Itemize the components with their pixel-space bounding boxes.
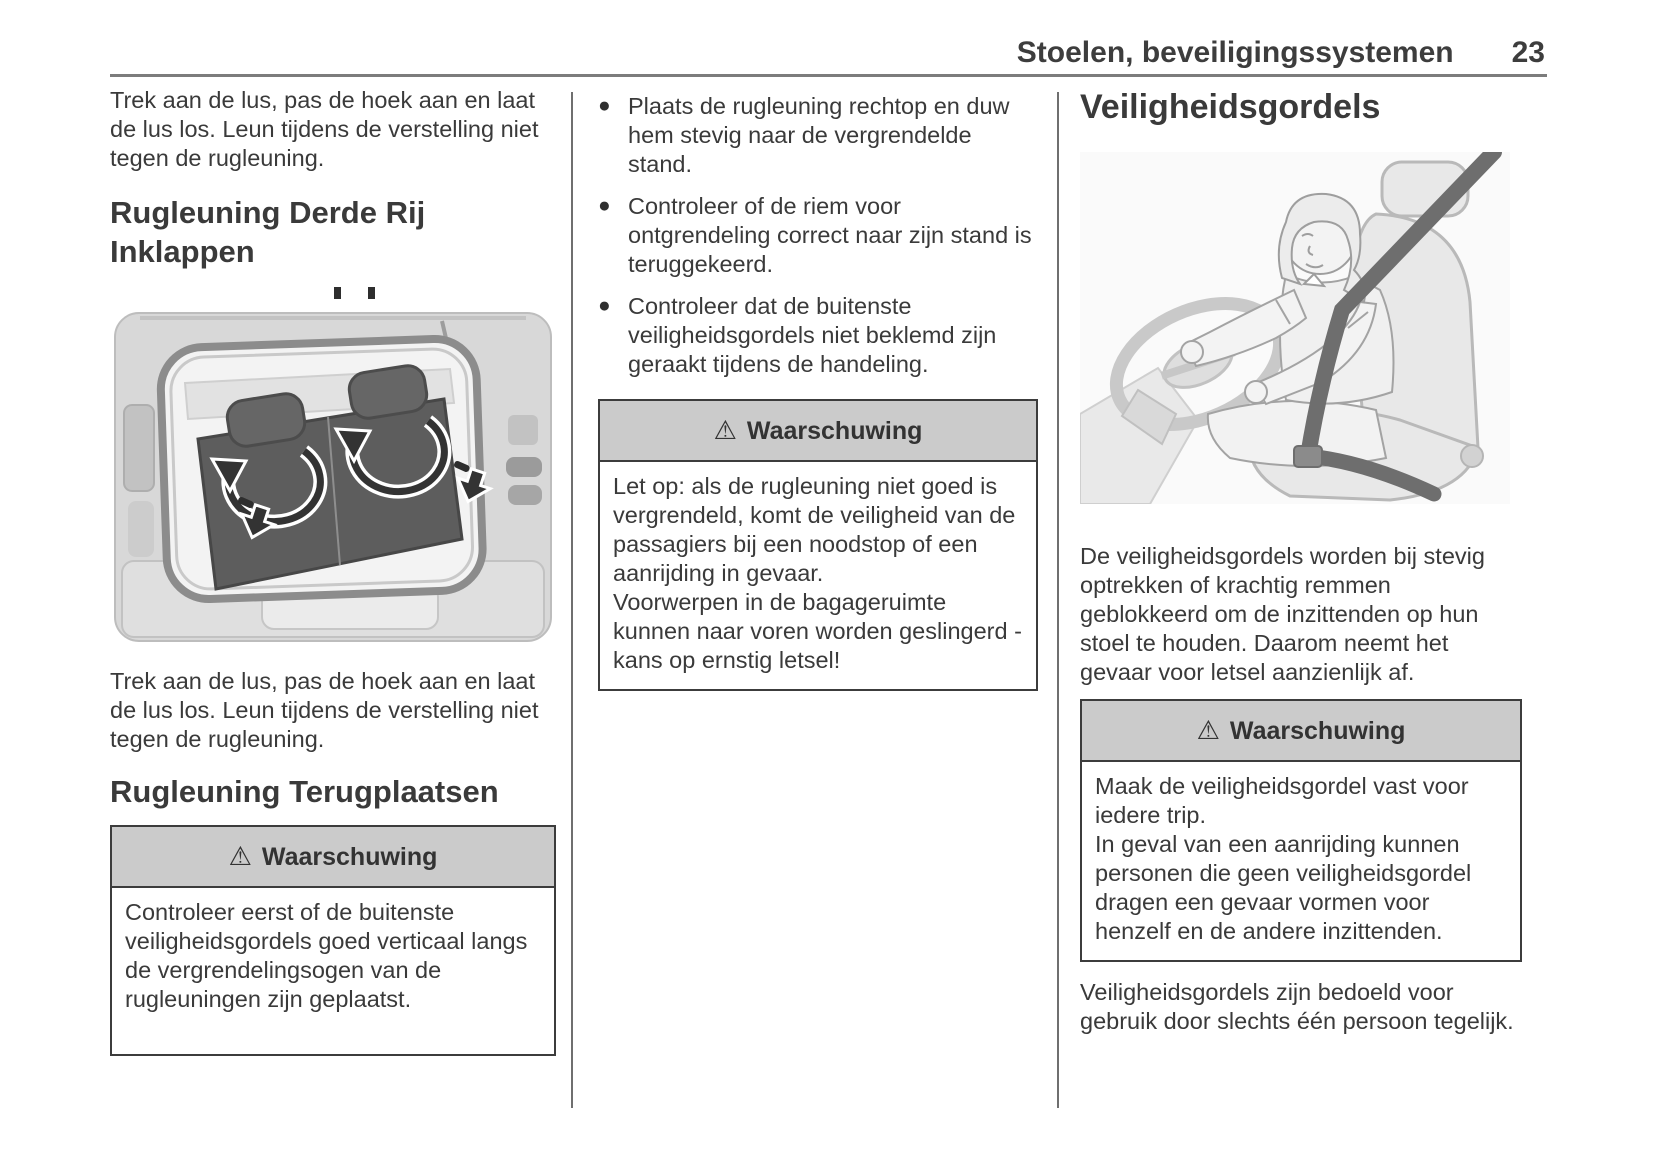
chapter-title: Stoelen, beveiligingssystemen <box>1016 36 1454 69</box>
warning-box-fasten <box>1080 699 1522 962</box>
paragraph-pull-loop: Trek aan de lus, pas de hoek aan en laat de lus los. Leun tijdens de verstelling niet tegen de rugleuning. <box>110 87 539 171</box>
warning-box-header <box>1082 701 1520 762</box>
warning-title: Waarschuwing <box>746 417 923 445</box>
driver-wearing-seatbelt-illustration <box>1080 152 1510 504</box>
bullet-icon: ● <box>598 194 611 217</box>
warning-title: Waarschuwing <box>1229 717 1406 745</box>
column-divider <box>571 92 573 1108</box>
warning-icon: ⚠ <box>1196 715 1220 745</box>
bullet-icon: ● <box>598 294 611 317</box>
third-row-seatback-fold-illustration <box>110 287 556 645</box>
warning-text: Controleer eerst of de buitenste veiligheidsgordels goed verticaal langs de vergrendelingsogen van de rugleuningen zijn geplaatst. <box>125 899 528 1012</box>
bullet-icon: ● <box>598 94 611 117</box>
list-item <box>598 292 1038 379</box>
warning-box-lock <box>598 399 1038 691</box>
column-middle <box>598 86 1038 691</box>
header-rule <box>110 74 1547 77</box>
warning-text: Let op: als de rugleuning niet goed is vergrendeld, komt de veiligheid van de passagiers bij een noodstop of een aanrijding in gevaar. <box>613 473 1016 586</box>
warning-box-header <box>112 827 554 888</box>
warning-text: Maak de veiligheidsgordel vast voor iedere trip. <box>1095 773 1469 828</box>
paragraph-one-person: Veiligheidsgordels zijn bedoeld voor gebruik door slechts één persoon tegelijk. <box>1080 979 1514 1034</box>
list-item-text: Controleer of de riem voor ontgrendeling correct naar zijn stand is teruggekeerd. <box>628 193 1032 277</box>
column-divider <box>1057 92 1059 1108</box>
running-header <box>1017 36 1545 70</box>
warning-box-restore <box>110 825 556 1056</box>
warning-text: In geval van een aanrijding kunnen personen die geen veiligheidsgordel dragen een gevaar vormen voor henzelf en de andere inzittenden. <box>1095 831 1472 944</box>
warning-box-body <box>1082 762 1520 960</box>
column-right <box>1080 86 1522 1036</box>
warning-box-body <box>600 462 1036 689</box>
list-item <box>598 92 1038 179</box>
warning-title: Waarschuwing <box>261 843 438 871</box>
chapter-heading-seatbelts: Veiligheidsgordels <box>1080 88 1381 126</box>
section-heading-fold-third-row: Rugleuning Derde Rij Inklappen <box>110 195 426 269</box>
warning-text: Voorwerpen in de bagageruimte kunnen naar voren worden geslingerd - kans op ernstig letsel! <box>613 589 1022 673</box>
warning-box-body <box>112 888 554 1054</box>
page-number: 23 <box>1511 36 1545 69</box>
section-heading-restore-seatback: Rugleuning Terugplaatsen <box>110 774 499 809</box>
list-item-text: Controleer dat de buitenste veiligheidsgordels niet beklemd zijn geraakt tijdens de handeling. <box>628 293 997 377</box>
warning-icon: ⚠ <box>228 841 252 871</box>
paragraph-seatbelt-function: De veiligheidsgordels worden bij stevig optrekken of krachtig remmen geblokkeerd om de inzittenden op hun stoel te houden. Daarom neemt het gevaar voor letsel aanzienlijk af. <box>1080 543 1485 685</box>
checklist <box>598 92 1038 379</box>
list-item <box>598 192 1038 279</box>
warning-box-header <box>600 401 1036 462</box>
warning-icon: ⚠ <box>713 415 737 445</box>
column-left <box>110 86 556 1056</box>
paragraph-pull-loop-repeat: Trek aan de lus, pas de hoek aan en laat de lus los. Leun tijdens de verstelling niet tegen de rugleuning. <box>110 668 539 752</box>
list-item-text: Plaats de rugleuning rechtop en duw hem stevig naar de vergrendelde stand. <box>628 93 1010 177</box>
